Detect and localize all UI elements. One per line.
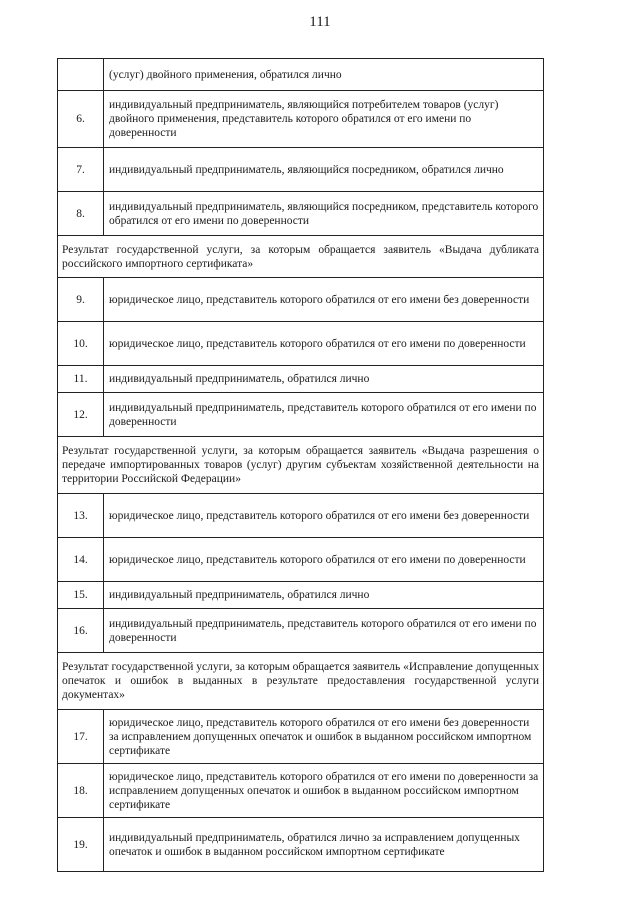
table-row bbox=[58, 393, 544, 437]
row-description: юридическое лицо, представитель которого обратился от его имени по доверенности за исправлением допущенных опечаток и ошибок в выданном российском импортном сертификате bbox=[104, 764, 544, 818]
table-row bbox=[58, 764, 544, 818]
section-header: Результат государственной услуги, за которым обращается заявитель «Исправление допущенных опечаток и ошибок в выданных в результате предоставления государственной услуги документах» bbox=[58, 653, 544, 710]
row-description: индивидуальный предприниматель, обратился лично за исправлением допущенных опечаток и ошибок в выданном российском импортном сертификате bbox=[104, 818, 544, 872]
row-description: юридическое лицо, представитель которого обратился от его имени без доверенности за исправлением допущенных опечаток и ошибок в выданном российском импортном сертификате bbox=[104, 710, 544, 764]
row-number: 6. bbox=[58, 91, 104, 148]
row-number: 15. bbox=[58, 582, 104, 609]
row-number: 11. bbox=[58, 366, 104, 393]
applicant-variants-table bbox=[57, 58, 544, 872]
table-row bbox=[58, 582, 544, 609]
row-number: 8. bbox=[58, 192, 104, 236]
table-row bbox=[58, 148, 544, 192]
row-description: индивидуальный предприниматель, представитель которого обратился от его имени по доверенности bbox=[104, 393, 544, 437]
row-number: 12. bbox=[58, 393, 104, 437]
row-description: индивидуальный предприниматель, представитель которого обратился от его имени по доверенности bbox=[104, 609, 544, 653]
row-number: 18. bbox=[58, 764, 104, 818]
section-header-row bbox=[58, 236, 544, 278]
row-description: юридическое лицо, представитель которого обратился от его имени по доверенности bbox=[104, 538, 544, 582]
section-header-row bbox=[58, 437, 544, 494]
table-row bbox=[58, 494, 544, 538]
row-number: 9. bbox=[58, 278, 104, 322]
section-header: Результат государственной услуги, за которым обращается заявитель «Выдача дубликата российского импортного сертификата» bbox=[58, 236, 544, 278]
row-number: 19. bbox=[58, 818, 104, 872]
row-description: индивидуальный предприниматель, являющийся посредником, представитель которого обратился от его имени по доверенности bbox=[104, 192, 544, 236]
section-header: Результат государственной услуги, за которым обращается заявитель «Выдача разрешения о передаче импортированных товаров (услуг) другим субъектам хозяйственной деятельности на территории Российской Федерации» bbox=[58, 437, 544, 494]
row-number: 17. bbox=[58, 710, 104, 764]
table-row bbox=[58, 818, 544, 872]
table-row bbox=[58, 278, 544, 322]
page-number: 111 bbox=[309, 14, 331, 30]
row-number bbox=[58, 59, 104, 91]
row-number: 16. bbox=[58, 609, 104, 653]
row-description: юридическое лицо, представитель которого обратился от его имени без доверенности bbox=[104, 494, 544, 538]
row-description: индивидуальный предприниматель, обратился лично bbox=[104, 582, 544, 609]
row-number: 10. bbox=[58, 322, 104, 366]
table-row bbox=[58, 91, 544, 148]
table-row bbox=[58, 609, 544, 653]
row-number: 13. bbox=[58, 494, 104, 538]
row-description: юридическое лицо, представитель которого обратился от его имени по доверенности bbox=[104, 322, 544, 366]
row-number: 14. bbox=[58, 538, 104, 582]
table-row bbox=[58, 366, 544, 393]
row-description: индивидуальный предприниматель, обратился лично bbox=[104, 366, 544, 393]
table-row bbox=[58, 538, 544, 582]
table-row bbox=[58, 59, 544, 91]
row-description: индивидуальный предприниматель, являющийся потребителем товаров (услуг) двойного применения, представитель которого обратился от его имени по доверенности bbox=[104, 91, 544, 148]
section-header-row bbox=[58, 653, 544, 710]
row-number: 7. bbox=[58, 148, 104, 192]
table-row bbox=[58, 710, 544, 764]
row-description: индивидуальный предприниматель, являющийся посредником, обратился лично bbox=[104, 148, 544, 192]
row-description: юридическое лицо, представитель которого обратился от его имени без доверенности bbox=[104, 278, 544, 322]
table-row bbox=[58, 192, 544, 236]
table-row bbox=[58, 322, 544, 366]
row-description: (услуг) двойного применения, обратился лично bbox=[104, 59, 544, 91]
